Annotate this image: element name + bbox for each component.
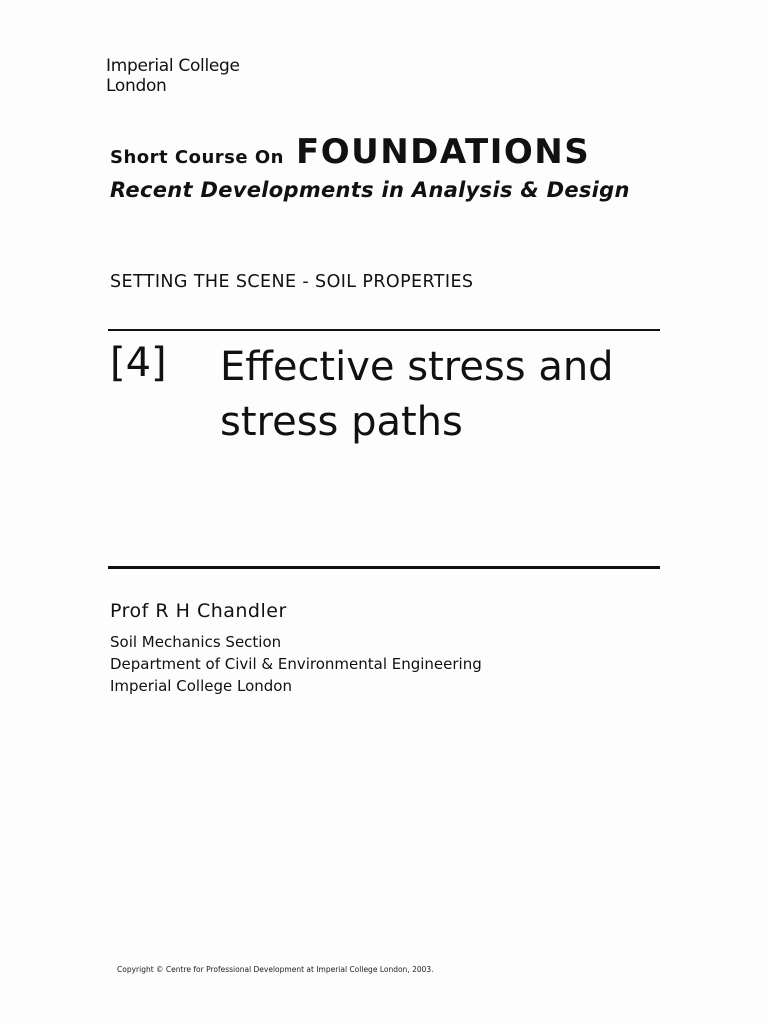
- author-name: Prof R H Chandler: [110, 600, 287, 622]
- course-prefix: Short Course On: [110, 147, 284, 168]
- institution-logo: [106, 56, 240, 96]
- logo-line-1: Imperial College: [106, 56, 240, 76]
- top-divider: [108, 329, 660, 331]
- bottom-divider: [108, 566, 660, 569]
- copyright-notice: Copyright © Centre for Professional Development at Imperial College London, 2003.: [117, 965, 434, 974]
- logo-line-2: London: [106, 76, 167, 96]
- affiliation-line: Soil Mechanics Section: [110, 633, 282, 651]
- lecture-title: Effective stress and stress paths: [220, 344, 614, 445]
- course-subtitle: Recent Developments in Analysis & Design: [110, 178, 630, 202]
- affiliation-line: Imperial College London: [110, 677, 292, 695]
- course-title-line: [110, 132, 590, 172]
- affiliation-line: Department of Civil & Environmental Engineering: [110, 655, 482, 673]
- section-heading: SETTING THE SCENE - SOIL PROPERTIES: [110, 272, 474, 292]
- lecture-number: [4]: [110, 340, 167, 386]
- course-name: FOUNDATIONS: [295, 132, 591, 172]
- author-affiliation: [110, 631, 482, 697]
